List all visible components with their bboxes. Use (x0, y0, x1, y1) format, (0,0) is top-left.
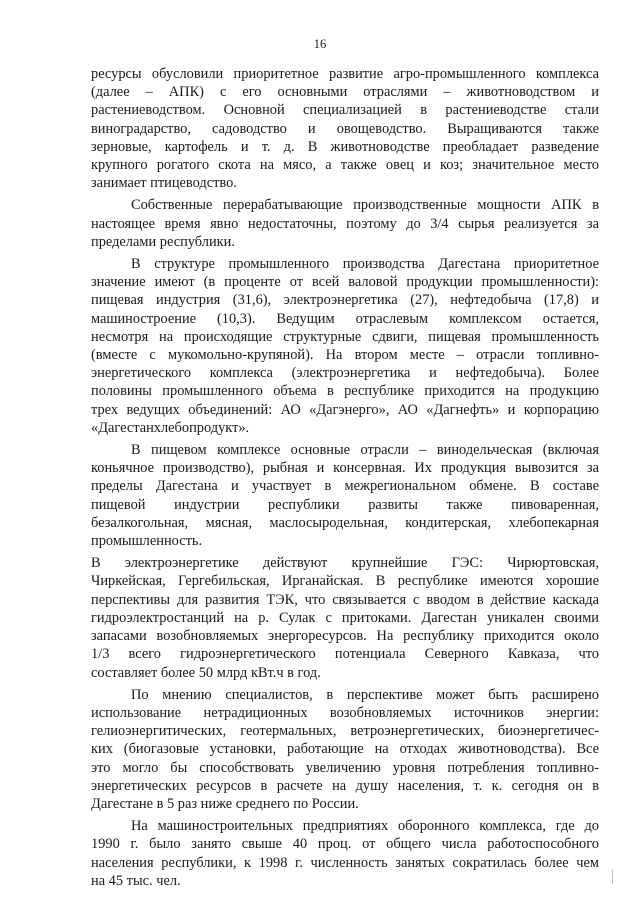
page-number: 16 (313, 37, 327, 51)
text-line: машиностроение (10,3). Ведущим отраслевым комплексом остается, (91, 310, 599, 327)
text-line: На машиностроительных предприятиях оборонного комплекса, где до (131, 818, 599, 835)
text-line: промышленность. (91, 533, 203, 550)
text-line: половины промышленного объема в республике приходится на продукцию (91, 383, 599, 400)
text-line: несмотря на происходящие структурные сдвиги, пищевая промышленность (91, 328, 599, 345)
text-line: ресурсы обусловили приоритетное развитие агро-промышленного комплекса (91, 66, 599, 82)
text-line: на 45 тыс. чел. (91, 872, 181, 889)
text-line: безалкогольная, мясная, маслосыродельная, кондитерская, хлебопекарная (91, 514, 599, 531)
text-line: По мнению специалистов, в перспективе может быть расширено (131, 686, 599, 703)
text-line: населения республики, к 1998 г. численность занятых сократилась более чем (91, 854, 599, 871)
text-line: В электроэнергетике действуют крупнейшие ГЭС: Чирюртовская, (91, 555, 599, 572)
paragraph (91, 255, 599, 437)
text-line: ких (биогазовые установки, работающие на отходах животноводства). Все (91, 741, 599, 758)
text-line: пищевой индустрии республики развиты также пивоваренная, (91, 496, 599, 513)
text-line: Собственные перерабатывающие производственные мощности АПК в (131, 197, 599, 214)
text-line: «Дагестанхлебопродукт». (91, 419, 250, 436)
text-line: растениеводством. Основной специализацией в растениеводстве стали (91, 102, 599, 119)
text-line: (далее – АПК) с его основными отраслями – животноводством и (91, 84, 599, 101)
text-line: энергетического комплекса (электроэнергетика и нефтедобыча). Более (91, 365, 599, 382)
paragraph (91, 441, 599, 550)
paragraph (91, 554, 599, 681)
text-line: трех ведущих объединений: АО «Дагэнерго», АО «Дагнефть» и корпорацию (91, 401, 599, 418)
text-line: настоящее время явно недостаточны, поэтому до 3/4 сырья реализуется за (91, 215, 599, 232)
text-line: гидроэлектростанций на р. Сулак с притоками. Дагестан уникален своими (91, 609, 599, 626)
text-line: перспективы для развития ТЭК, что связывается с вводом в действие каскада (91, 591, 599, 608)
text-line: 1990 г. было занято свыше 40 проц. от общего числа работоспособного (91, 836, 599, 853)
scan-artifact (612, 870, 619, 884)
text-line: (вместе с мукомольно-крупяной). На втором месте – отрасли топливно- (91, 347, 599, 364)
text-line: гелиоэнергитических, геотермальных, ветроэнергетических, биоэнергетичес- (91, 723, 599, 740)
text-line: это могло бы способствовать увеличению уровня потребления топливно- (91, 759, 599, 776)
text-line: составляет более 50 млрд кВт.ч в год. (91, 664, 321, 681)
document-body (91, 65, 599, 894)
text-line: крупного рогатого скота на мясо, а также овец и коз; значительное место (91, 157, 599, 174)
text-line: Чиркейская, Гергебильская, Ирганайская. В республике имеются хорошие (91, 573, 599, 590)
text-line: использование нетрадиционных возобновляемых источников энергии: (91, 704, 599, 721)
text-line: В пищевом комплексе основные отрасли – винодельческая (включая (131, 442, 599, 459)
paragraph (91, 196, 599, 251)
text-line: значение имеют (в проценте от всей валовой продукции промышленности): (91, 274, 599, 291)
text-line: пределами республики. (91, 233, 235, 250)
paragraph (91, 686, 599, 813)
text-line: энергетических ресурсов в расчете на душу населения, т. к. сегодня он в (91, 777, 599, 794)
text-line: В структуре промышленного производства Дагестана приоритетное (131, 256, 599, 273)
paragraph (91, 65, 599, 192)
text-line: занимает птицеводство. (91, 175, 237, 192)
text-line: пищевая индустрия (31,6), электроэнергетика (27), нефтедобыча (17,8) и (91, 292, 599, 309)
paragraph (91, 817, 599, 890)
text-line: пределы Дагестана и участвует в межрегиональном обмене. В составе (91, 478, 599, 495)
text-line: запасами возобновляемых энергоресурсов. На республику приходится около (91, 628, 599, 645)
text-line: виноградарство, садоводство и овощеводство. Выращиваются также (91, 120, 599, 137)
text-line: коньячное производство), рыбная и консервная. Их продукция вывозится за (91, 460, 599, 477)
text-line: 1/3 всего гидроэнергетического потенциала Северного Кавказа, что (91, 646, 599, 663)
text-line: зерновые, картофель и т. д. В животноводстве преобладает разведение (91, 138, 599, 155)
text-line: Дагестане в 5 раз ниже среднего по России. (91, 795, 359, 812)
